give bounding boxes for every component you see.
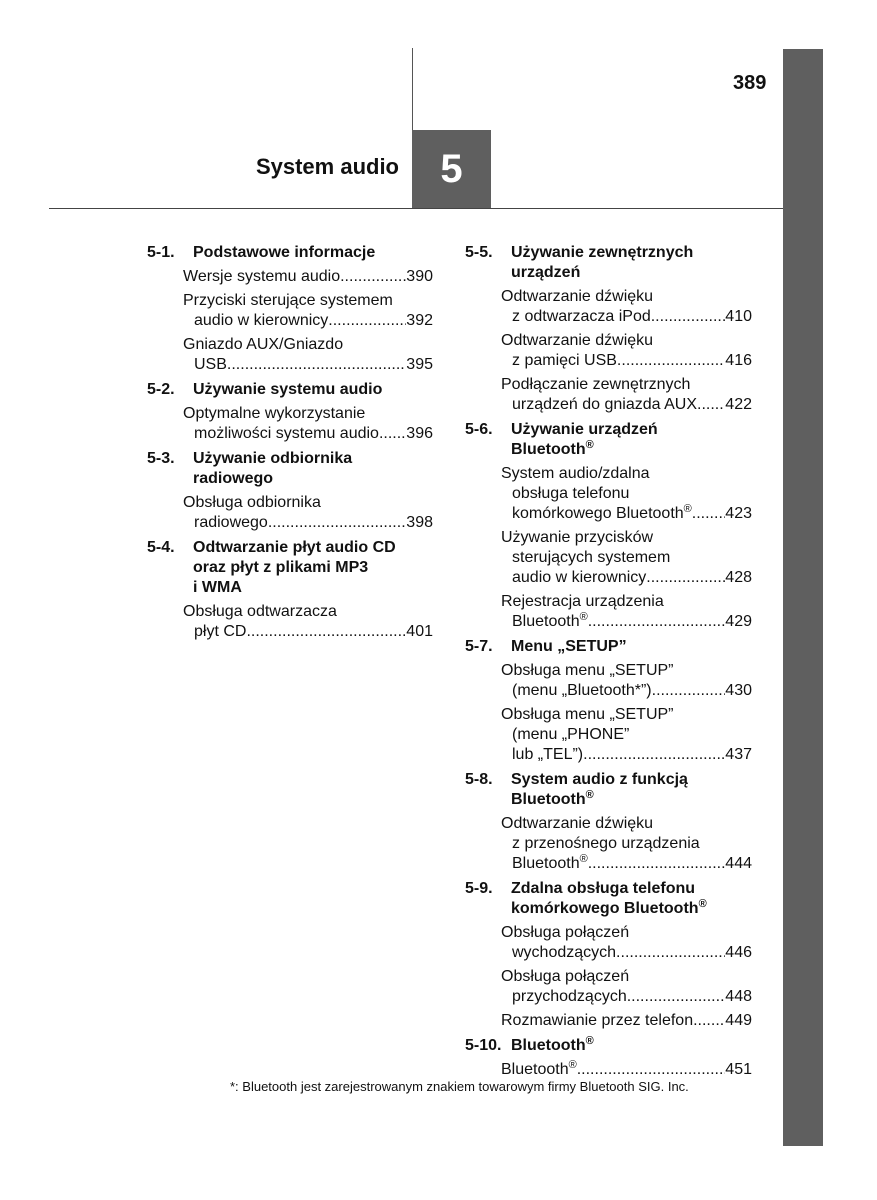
toc-page-number: 398 xyxy=(406,514,433,531)
chapter-side-tab xyxy=(783,49,823,1146)
toc-leader-dots xyxy=(617,351,725,371)
toc-entry-line: Gniazdo AUX/Gniazdo xyxy=(183,336,344,353)
section-title-line: Odtwarzanie płyt audio CD xyxy=(193,539,396,556)
section-number: 5-6. xyxy=(465,421,493,438)
toc-entry-line: Rejestracja urządzenia xyxy=(501,593,664,610)
toc-entry xyxy=(465,967,752,1007)
toc-page-number: 428 xyxy=(725,569,752,586)
toc-entry-line: Używanie przycisków xyxy=(501,529,654,546)
toc-entry xyxy=(465,331,752,371)
toc-entry xyxy=(147,267,433,287)
toc-entry-last-line xyxy=(501,612,752,632)
toc-entry-last-line xyxy=(501,854,752,874)
toc-entry-last-line xyxy=(501,943,752,963)
toc-entry-last-line xyxy=(501,351,752,371)
toc-entry-text: Bluetooth® xyxy=(512,853,588,872)
toc-entry-line: Podłączanie zewnętrznych xyxy=(501,376,691,393)
toc-entry xyxy=(465,814,752,874)
toc-entry-line: sterujących systemem xyxy=(512,549,671,566)
toc-page-number: 392 xyxy=(406,312,433,329)
toc-section-heading xyxy=(147,380,433,400)
toc-entry-line: Odtwarzanie dźwięku xyxy=(501,288,654,305)
toc-page-number: 395 xyxy=(406,356,433,373)
toc-entry xyxy=(147,335,433,375)
toc-entry-text: płyt CD xyxy=(194,623,247,640)
toc-page-number: 448 xyxy=(725,988,752,1005)
toc-entry-line: Przyciski sterujące systemem xyxy=(183,292,393,309)
toc-entry-text: Rozmawianie przez telefon xyxy=(501,1012,694,1029)
page-number: 389 xyxy=(733,72,767,94)
section-number: 5-2. xyxy=(147,381,175,398)
toc-entry-line: Obsługa menu „SETUP” xyxy=(501,662,674,679)
toc-entry-last-line xyxy=(501,395,752,415)
toc-leader-dots xyxy=(328,311,406,331)
section-number: 5-8. xyxy=(465,771,493,788)
section-number: 5-4. xyxy=(147,539,175,556)
toc-page-number: 437 xyxy=(725,746,752,763)
toc-entry xyxy=(465,464,752,524)
toc-entry xyxy=(465,1060,752,1080)
toc-section-heading xyxy=(147,538,433,598)
toc-page-number: 390 xyxy=(406,268,433,285)
toc-entry-line: Optymalne wykorzystanie xyxy=(183,405,366,422)
toc-entry xyxy=(465,375,752,415)
toc-entry-line: Obsługa odtwarzacza xyxy=(183,603,337,620)
toc-section-heading xyxy=(465,770,752,810)
section-title-line: radiowego xyxy=(193,470,274,487)
toc-entry-text: audio w kierownicy xyxy=(512,569,647,586)
section-number: 5-10. xyxy=(465,1037,502,1054)
toc-leader-dots xyxy=(583,745,725,765)
toc-entry xyxy=(147,602,433,642)
toc-entry xyxy=(465,1011,752,1031)
toc-entry-text: Wersje systemu audio xyxy=(183,268,341,285)
toc-leader-dots xyxy=(340,267,406,287)
toc-entry-last-line xyxy=(183,311,433,331)
toc-leader-dots xyxy=(246,622,406,642)
section-title-line: Używanie zewnętrznych xyxy=(511,244,694,261)
section-title-line: Używanie systemu audio xyxy=(193,381,383,398)
toc-entry-last-line xyxy=(501,568,752,588)
toc-entry-last-line xyxy=(501,681,752,701)
toc-leader-dots xyxy=(588,854,726,874)
toc-leader-dots xyxy=(697,395,725,415)
toc-section-heading xyxy=(147,243,433,263)
section-title-line: Menu „SETUP” xyxy=(511,638,627,655)
toc-page-number: 401 xyxy=(406,623,433,640)
toc-leader-dots xyxy=(627,987,726,1007)
section-title-line: Używanie urządzeń xyxy=(511,421,658,438)
toc-entry-last-line xyxy=(501,1060,752,1080)
toc-entry-last-line xyxy=(501,1011,752,1031)
toc-entry-text: wychodzących xyxy=(512,944,617,961)
toc-entry-line: Obsługa odbiornika xyxy=(183,494,321,511)
section-title-line: System audio z funkcją xyxy=(511,771,688,788)
toc-entry-text: audio w kierownicy xyxy=(194,312,329,329)
section-number: 5-5. xyxy=(465,244,493,261)
chapter-number-box xyxy=(412,130,491,208)
section-title-line: Używanie odbiornika xyxy=(193,450,353,467)
toc-entry-text: lub „TEL”) xyxy=(512,746,584,763)
toc-page-number: 430 xyxy=(725,682,752,699)
toc-section-heading xyxy=(465,637,752,657)
toc-entry-text: komórkowego Bluetooth® xyxy=(512,503,692,522)
toc-entry-last-line xyxy=(183,267,433,287)
toc-entry xyxy=(465,705,752,765)
toc-entry-text: urządzeń do gniazda AUX xyxy=(512,396,698,413)
toc-entry xyxy=(465,528,752,588)
toc-leader-dots xyxy=(652,681,726,701)
toc-page-number: 410 xyxy=(725,308,752,325)
toc-entry-text: przychodzących xyxy=(512,988,627,1005)
toc-entry-line: Obsługa połączeń xyxy=(501,968,630,985)
toc-page-number: 429 xyxy=(725,613,752,630)
toc-leader-dots xyxy=(692,504,726,524)
section-title-line: komórkowego Bluetooth® xyxy=(511,898,707,917)
toc-entry-last-line xyxy=(501,745,752,765)
toc-entry-line: Obsługa połączeń xyxy=(501,924,630,941)
toc-entry-text: radiowego xyxy=(194,514,268,531)
toc-section-heading xyxy=(465,879,752,919)
section-title-line: i WMA xyxy=(193,579,242,596)
toc-entry-text: (menu „Bluetooth*”) xyxy=(512,682,652,699)
section-title-line: Bluetooth® xyxy=(511,1035,594,1054)
toc-entry xyxy=(465,661,752,701)
chapter-title: System audio xyxy=(255,154,399,179)
toc-leader-dots xyxy=(577,1060,726,1080)
toc-page-number: 446 xyxy=(725,944,752,961)
toc-entry-line: obsługa telefonu xyxy=(512,485,630,502)
toc-leader-dots xyxy=(693,1011,725,1031)
toc-entry-line: Odtwarzanie dźwięku xyxy=(501,815,654,832)
toc-page-number: 451 xyxy=(725,1061,752,1078)
toc-entry-line: Odtwarzanie dźwięku xyxy=(501,332,654,349)
toc-entry-last-line xyxy=(183,424,433,444)
toc-leader-dots xyxy=(646,568,725,588)
toc-entry-last-line xyxy=(183,622,433,642)
toc-entry xyxy=(465,923,752,963)
header-horizontal-divider xyxy=(49,208,783,209)
toc-page-number: 396 xyxy=(406,425,433,442)
toc-leader-dots xyxy=(268,513,406,533)
section-number: 5-3. xyxy=(147,450,175,467)
toc-section-heading xyxy=(465,1036,752,1056)
toc-leader-dots xyxy=(588,612,726,632)
section-title-line: Zdalna obsługa telefonu xyxy=(511,880,696,897)
footnote: *: Bluetooth jest zarejestrowanym znakiem towarowym firmy Bluetooth SIG. Inc. xyxy=(230,1079,689,1094)
toc-entry-text: z pamięci USB xyxy=(512,352,617,369)
toc-page-number: 423 xyxy=(725,505,752,522)
toc-entry-text: możliwości systemu audio xyxy=(194,425,379,442)
toc-page-number: 444 xyxy=(725,855,752,872)
toc-page-number: 449 xyxy=(725,1012,752,1029)
section-title-line: Bluetooth® xyxy=(511,789,594,808)
toc-entry-last-line xyxy=(501,987,752,1007)
toc-entry-line: System audio/zdalna xyxy=(501,465,650,482)
toc-entry-text: Bluetooth® xyxy=(501,1059,577,1078)
toc-entry-last-line xyxy=(501,307,752,327)
toc-entry-text: Bluetooth® xyxy=(512,611,588,630)
toc-section-heading xyxy=(465,420,752,460)
toc-entry-line: z przenośnego urządzenia xyxy=(512,835,700,852)
section-number: 5-1. xyxy=(147,244,175,261)
toc-entry xyxy=(147,493,433,533)
section-number: 5-7. xyxy=(465,638,493,655)
toc-entry-last-line xyxy=(501,504,752,524)
toc-leader-dots xyxy=(616,943,725,963)
toc-entry xyxy=(465,287,752,327)
toc-entry xyxy=(147,291,433,331)
toc-page-number: 416 xyxy=(725,352,752,369)
toc-section-heading xyxy=(147,449,433,489)
toc-leader-dots xyxy=(651,307,726,327)
toc-entry-line: Obsługa menu „SETUP” xyxy=(501,706,674,723)
toc-section-heading xyxy=(465,243,752,283)
section-number: 5-9. xyxy=(465,880,493,897)
toc-leader-dots xyxy=(379,424,406,444)
toc-right-column xyxy=(465,243,752,1080)
toc-entry-text: z odtwarzacza iPod xyxy=(512,308,651,325)
toc-entry-last-line xyxy=(183,355,433,375)
toc-leader-dots xyxy=(227,355,406,375)
section-title-line: Bluetooth® xyxy=(511,439,594,458)
toc-left-column xyxy=(147,243,433,642)
toc-entry-line: (menu „PHONE” xyxy=(512,726,630,743)
toc-entry xyxy=(147,404,433,444)
section-title-line: Podstawowe informacje xyxy=(193,244,376,261)
toc-entry-text: USB xyxy=(194,356,227,373)
toc-entry xyxy=(465,592,752,632)
toc-page-number: 422 xyxy=(725,396,752,413)
toc-entry-last-line xyxy=(183,513,433,533)
section-title-line: oraz płyt z plikami MP3 xyxy=(193,559,369,576)
section-title-line: urządzeń xyxy=(511,264,581,281)
chapter-number: 5 xyxy=(440,146,463,191)
